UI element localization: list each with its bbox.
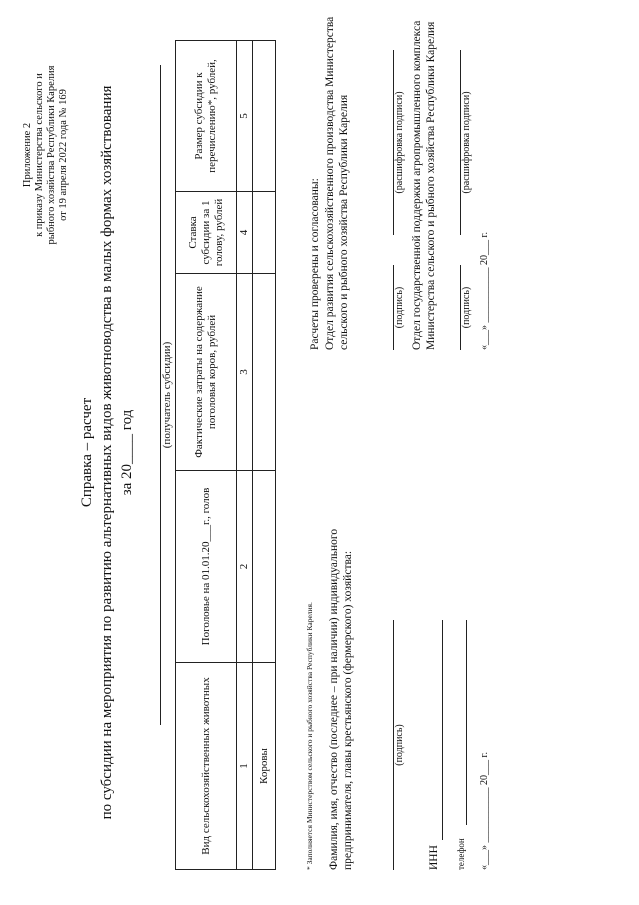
document-subtitle: по субсидии на мероприятия по развитию альтернативных видов животноводства в малых формах хозяйствования — [99, 85, 115, 820]
dept-development: Отдел развития сельскохозяйственного производства Министерства сельского и рыбного хозяйства Республики Карелия — [324, 16, 350, 350]
header-subsidy-amount: Размер субсидии к перечислению*, рублей, — [176, 41, 237, 192]
document-title: Справка – расчет — [79, 397, 95, 508]
subsidy-table — [175, 40, 276, 870]
cell-actual-costs — [253, 274, 276, 471]
inn-label: ИНН — [428, 845, 440, 870]
cell-rate — [253, 192, 276, 274]
cell-animal-type: Коровы — [253, 663, 276, 870]
column-number: 4 — [237, 192, 253, 274]
signature-caption-right-1: (подпись) — [394, 286, 405, 329]
appendix-line: Приложение 2 — [22, 122, 33, 188]
fio-label: Фамилия, имя, отчество (последнее – при наличии) индивидуального предпринимателя, главы крестьянского (фермерского) хозяйства: — [328, 528, 354, 870]
header-rate: Ставка субсидии за 1 голову, рублей — [176, 192, 237, 274]
checked-label: Расчеты проверены и согласованы: — [309, 178, 321, 350]
footnote: * Заполняется Министерством сельского и рыбного хозяйства Республики Карелия. — [305, 602, 314, 870]
column-number: 5 — [237, 41, 253, 192]
header-animal-type: Вид сельскохозяйственных животных — [176, 663, 237, 870]
column-number: 1 — [237, 663, 253, 870]
date-line-right: «___» ___________ 20___ г. — [479, 232, 490, 350]
document-period: за 20____ год — [119, 409, 135, 496]
phone-label: телефон — [456, 838, 466, 870]
table-header-row — [176, 41, 237, 870]
appendix-line: от 19 апреля 2022 года № 169 — [58, 89, 69, 221]
dept-support: Отдел государственной поддержки агропромышленного комплекса Министерства сельского и рыбного хозяйства Республики Карелия — [411, 20, 437, 350]
date-line-left: «___» ___________ 20___ г. — [479, 752, 490, 870]
signature-caption: (подпись) — [394, 724, 405, 766]
appendix-line: к приказу Министерства сельского и — [34, 73, 45, 237]
decode-caption-right-2: (расшифровка подписи) — [461, 91, 472, 194]
cell-livestock — [253, 471, 276, 663]
column-number: 3 — [237, 274, 253, 471]
appendix-header — [22, 25, 70, 285]
cell-subsidy-amount — [253, 41, 276, 192]
header-livestock: Поголовье на 01.01.20___г., голов — [176, 471, 237, 663]
decode-caption-right-1: (расшифровка подписи) — [394, 91, 405, 194]
phone-line — [466, 620, 467, 825]
table-number-row — [237, 41, 253, 870]
column-number: 2 — [237, 471, 253, 663]
recipient-caption: (получатель субсидии) — [161, 341, 173, 449]
table-row — [253, 41, 276, 870]
inn-line — [442, 620, 443, 840]
appendix-line: рыбного хозяйства Республики Карелия — [46, 65, 57, 245]
header-actual-costs: Фактические затраты на содержание поголовья коров, рублей — [176, 274, 237, 471]
signature-caption-right-2: (подпись) — [461, 286, 472, 329]
